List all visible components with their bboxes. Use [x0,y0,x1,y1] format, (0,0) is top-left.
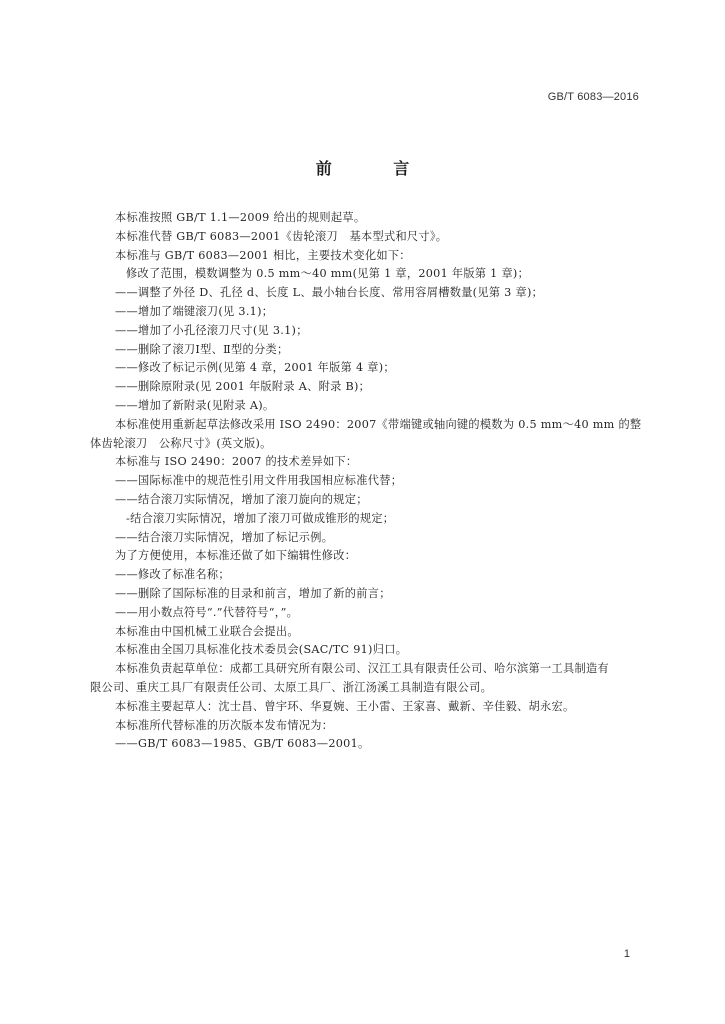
body-line: 本标准按照 GB/T 1.1—2009 给出的规则起草。 [115,211,366,224]
page-title: 前 言 [315,159,438,178]
body-line: ——增加了端键滚刀(见 3.1)； [115,304,274,318]
body-line: 限公司、重庆工具厂有限责任公司、太原工具厂、浙江汤溪工具制造有限公司。 [90,680,493,694]
body-line: 本标准使用重新起草法修改采用 ISO 2490：2007《带端键或轴向键的模数为 0.5 mm～40 mm 的整 [115,417,642,431]
standard-code: GB/T 6083—2016 [547,91,639,103]
body-line: 体齿轮滚刀 公称尺寸》(英文版)。 [90,436,272,450]
body-line: ——用小数点符号“.”代替符号“，”。 [115,605,299,619]
body-line: ——国际标准中的规范性引用文件用我国相应标准代替； [115,474,403,488]
body-line: 本标准负责起草单位：成都工具研究所有限公司、汉江工具有限责任公司、哈尔滨第一工具制造有 [115,662,609,676]
body-line: 本标准由中国机械工业联合会提出。 [115,624,299,638]
body-line: ——修改了标准名称； [115,568,230,582]
body-line: ——结合滚刀实际情况，增加了标记示例。 [115,530,334,544]
body-line: ——调整了外径 D、孔径 d、长度 L、最小轴台长度、常用容屑槽数量(见第 3 章)； [115,286,544,300]
body-line: 本标准与 ISO 2490：2007 的技术差异如下： [115,455,358,469]
body-line: 为了方便使用，本标准还做了如下编辑性修改： [115,549,357,563]
body-line: 本标准与 GB/T 6083—2001 相比，主要技术变化如下： [115,248,411,262]
body-line: ——删除原附录(见 2001 年版附录 A、附录 B)； [115,380,371,394]
page-number: 1 [623,948,630,960]
body-line: ——增加了小孔径滚刀尺寸(见 3.1)； [115,323,308,337]
foreword-body [90,209,640,754]
body-line: ——增加了新附录(见附录 A)。 [115,398,275,412]
body-line: 本标准主要起草人：沈士昌、曾宇环、华夏婉、王小雷、王家喜、戴新、辛佳毅、胡永宏。 [115,699,575,713]
body-line: -结合滚刀实际情况，增加了滚刀可做成锥形的规定； [126,511,395,525]
body-line: 本标准代替 GB/T 6083—2001《齿轮滚刀 基本型式和尺寸》。 [115,229,448,243]
body-line: ——结合滚刀实际情况，增加了滚刀旋向的规定； [115,492,368,506]
body-line: ——删除了国际标准的目录和前言，增加了新的前言； [115,586,391,600]
body-line: 修改了范围，模数调整为 0.5 mm～40 mm(见第 1 章，2001 年版第 1 章)； [126,267,530,281]
body-line: 本标准所代替标准的历次版本发布情况为： [115,718,334,732]
body-line: ——删除了滚刀Ⅰ型、Ⅱ型的分类； [115,342,289,356]
body-line: ——修改了标记示例(见第 4 章，2001 年版第 4 章)； [115,361,395,375]
body-line: ——GB/T 6083—1985、GB/T 6083—2001。 [115,737,370,751]
body-line: 本标准由全国刀具标准化技术委员会(SAC/TC 91)归口。 [115,643,408,657]
